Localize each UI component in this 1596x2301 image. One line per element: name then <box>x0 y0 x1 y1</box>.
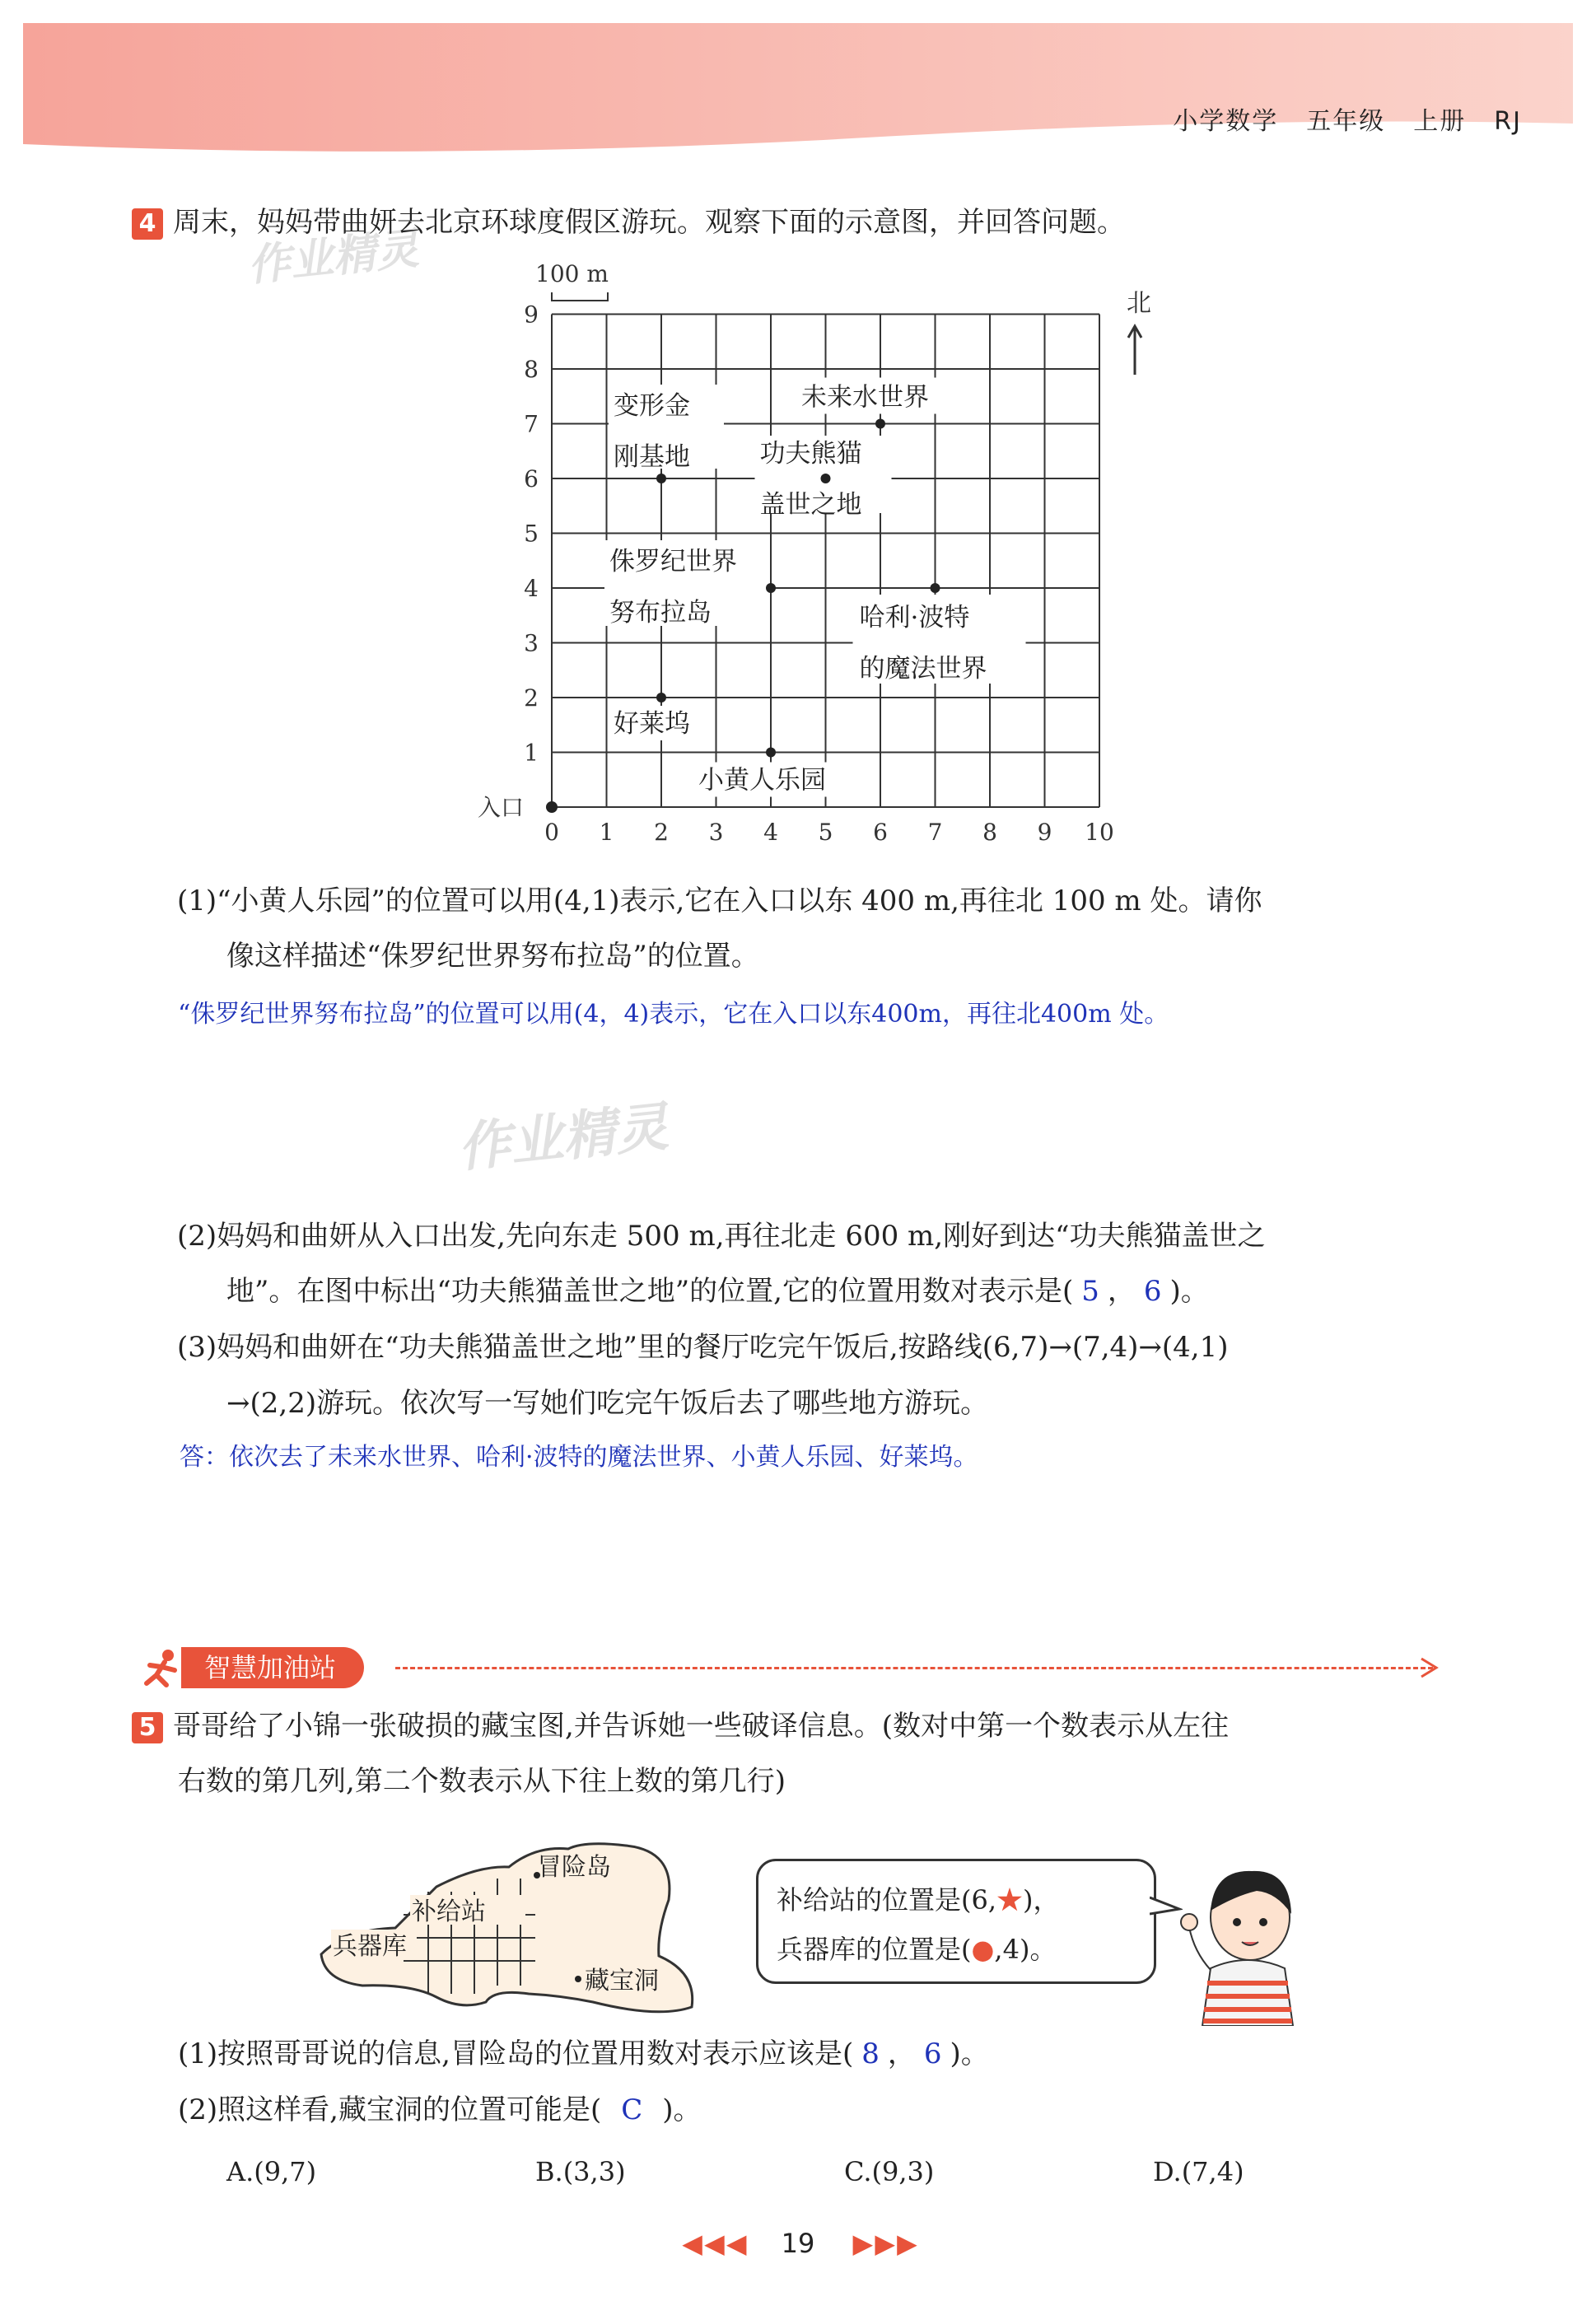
landmark-dot-kungfu-panda <box>821 474 831 483</box>
bubble-line1-text: 补给站的位置是(6, <box>777 1884 997 1916</box>
q5-number: 5 <box>132 1712 163 1743</box>
header-volume: 上册 <box>1413 107 1467 136</box>
bubble-line1 <box>777 1879 1060 1917</box>
q4-sub2-text: 地”。在图中标出“功夫熊猫盖世之地”的位置,它的位置用数对表示是( <box>226 1275 1074 1308</box>
q4-sub1-line2: 像这样描述“侏罗纪世界努布拉岛”的位置。 <box>226 940 759 973</box>
header-grade: 五年级 <box>1306 107 1386 136</box>
entrance-label: 入口 <box>478 794 525 821</box>
header-band <box>0 0 1596 165</box>
q4-sub3-line2: →(2,2)游玩。依次写一写她们吃完午饭后去了哪些地方游玩。 <box>226 1387 989 1420</box>
bubble-line2-text: 兵器库的位置是( <box>777 1934 972 1965</box>
q4-prompt: 周末，妈妈带曲妍去北京环球度假区游玩。观察下面的示意图，并回答问题。 <box>173 206 1125 239</box>
landmark-label-transformers: 变形金 <box>614 391 690 421</box>
q4-sub2-line2 <box>226 1272 1209 1311</box>
y-tick-label: 1 <box>524 739 539 767</box>
x-tick-label: 3 <box>708 819 724 846</box>
q5-sub2-answer: C <box>621 2093 643 2126</box>
choice-d: D.(7,4) <box>1153 2156 1244 2187</box>
north-arrow <box>1128 326 1141 375</box>
x-tick-label: 0 <box>544 819 559 846</box>
landmark-label-kungfu-panda: 功夫熊猫 <box>759 439 862 469</box>
q5-sub2-text: (2)照这样看,藏宝洞的位置可能是( <box>178 2093 602 2126</box>
landmark-dot-minions <box>766 748 776 758</box>
landmark-dot-harry-potter <box>931 583 940 593</box>
landmark-dot-future-water <box>875 419 885 429</box>
watermark: 作业精灵 <box>245 224 422 292</box>
supply-label: 补给站 <box>412 1897 486 1926</box>
choice-b: B.(3,3) <box>535 2156 626 2187</box>
q4-sub2-sep: ， <box>1107 1275 1136 1308</box>
q5-sub2 <box>178 2090 702 2130</box>
landmark-label-future-water: 未来水世界 <box>801 382 929 413</box>
red-dot-icon: ● <box>971 1934 995 1965</box>
scale-bar <box>552 292 608 301</box>
cave-dot <box>575 1976 581 1982</box>
cave-label: 藏宝洞 <box>585 1967 659 1995</box>
y-tick-label: 9 <box>524 301 539 329</box>
treasure-map <box>313 1832 708 2022</box>
q5-sub1-sep: ， <box>887 2037 916 2070</box>
x-tick-label: 2 <box>654 819 669 846</box>
section-title: 智慧加油站 <box>181 1647 364 1688</box>
y-tick-label: 2 <box>524 684 539 712</box>
q4-sub1-answer: “侏罗纪世界努布拉岛”的位置可以用(4，4)表示，它在入口以东400m，再往北400m 处。 <box>178 1000 1169 1029</box>
section-divider <box>395 1667 1433 1669</box>
choice-c: C.(9,3) <box>844 2156 935 2187</box>
landmark-label-minions: 小黄人乐园 <box>698 765 826 796</box>
q4-sub2-answer-y: 6 <box>1143 1275 1162 1308</box>
header-edition: RJ <box>1494 107 1522 136</box>
q4-prompt-line <box>132 203 1125 242</box>
x-tick-label: 1 <box>599 819 614 846</box>
armory-label: 兵器库 <box>333 1932 407 1961</box>
landmark-label-harry-potter: 哈利·波特 <box>859 603 970 632</box>
speech-bubble <box>756 1859 1156 1984</box>
bubble-line2 <box>777 1929 1056 1967</box>
y-tick-label: 5 <box>524 520 539 548</box>
next-arrows-icon: ▶ ▶ ▶ <box>852 2228 914 2259</box>
q4-sub2-line1: (2)妈妈和曲妍从入口出发,先向东走 500 m,再往北走 600 m,刚好到达“功夫熊猫盖世之 <box>177 1220 1266 1253</box>
q5-prompt-line1 <box>132 1706 1229 1746</box>
star-icon: ★ <box>996 1884 1024 1916</box>
scale-label: 100 m <box>535 260 609 287</box>
landmark-label-kungfu-panda-line2: 盖世之地 <box>759 490 862 520</box>
y-tick-label: 7 <box>524 410 539 438</box>
q5-prompt1: 哥哥给了小锦一张破损的藏宝图,并告诉她一些破译信息。(数对中第一个数表示从左往 <box>173 1710 1230 1743</box>
q5-prompt-line2: 右数的第几列,第二个数表示从下往上数的第几行) <box>178 1765 786 1798</box>
page-footer <box>0 2228 1596 2259</box>
q4-number: 4 <box>132 208 163 240</box>
q5-sub1 <box>178 2034 989 2074</box>
y-tick-label: 6 <box>524 465 539 492</box>
q5-sub1-answer-x: 8 <box>861 2037 880 2070</box>
x-tick-label: 7 <box>927 819 943 846</box>
q4-sub3-line1: (3)妈妈和曲妍在“功夫熊猫盖世之地”里的餐厅吃完午饭后,按路线(6,7)→(7,4)→(4,1) <box>177 1331 1229 1364</box>
bubble-line2-close: ,4)。 <box>994 1934 1057 1965</box>
q5-sub1-answer-y: 6 <box>923 2037 942 2070</box>
choice-a: A.(9,7) <box>226 2156 317 2187</box>
x-tick-label: 8 <box>982 819 997 846</box>
divider-arrow-icon <box>1420 1657 1440 1678</box>
entrance-dot <box>546 801 558 813</box>
q4-coordinate-map <box>461 255 1186 856</box>
y-tick-label: 8 <box>524 356 539 383</box>
q5-sub2-close: )。 <box>662 2093 702 2126</box>
header-subject: 小学数学 <box>1173 107 1279 136</box>
landmark-dot-hollywood <box>656 693 666 702</box>
x-tick-label: 5 <box>818 819 833 846</box>
landmark-label-transformers-line2: 刚基地 <box>614 442 690 472</box>
island-label: 冒险岛 <box>537 1853 611 1882</box>
page-number: 19 <box>781 2228 815 2259</box>
y-tick-label: 3 <box>524 629 539 657</box>
x-tick-label: 9 <box>1037 819 1052 846</box>
q4-sub1-line1: (1)“小黄人乐园”的位置可以用(4,1)表示,它在入口以东 400 m,再往北 100 m 处。请你 <box>177 884 1262 917</box>
watermark: 作业精灵 <box>455 1096 671 1180</box>
landmark-dot-jurassic <box>766 583 776 593</box>
q4-sub2-answer-x: 5 <box>1081 1275 1099 1308</box>
boy-illustration <box>1178 1845 1318 2026</box>
landmark-label-harry-potter-line2: 的魔法世界 <box>859 654 987 684</box>
header-info <box>1145 100 1522 137</box>
landmark-label-jurassic: 侏罗纪世界 <box>609 547 737 576</box>
x-tick-label: 10 <box>1085 819 1114 846</box>
q5-sub1-text: (1)按照哥哥说的信息,冒险岛的位置用数对表示应该是( <box>178 2037 854 2070</box>
landmark-label-hollywood: 好莱坞 <box>614 709 690 739</box>
landmark-label-jurassic-line2: 努布拉岛 <box>609 598 712 628</box>
landmark-dot-transformers <box>656 474 666 483</box>
q5-sub1-close: )。 <box>950 2037 989 2070</box>
x-tick-label: 6 <box>873 819 888 846</box>
q4-sub3-answer: 答：依次去了未来水世界、哈利·波特的魔法世界、小黄人乐园、好莱坞。 <box>180 1443 978 1472</box>
x-tick-label: 4 <box>763 819 778 846</box>
north-label: 北 <box>1127 289 1151 318</box>
q4-sub2-close: )。 <box>1169 1275 1209 1308</box>
y-tick-label: 4 <box>524 575 539 602</box>
bubble-line1-close: )， <box>1023 1884 1060 1916</box>
prev-arrows-icon: ◀ ◀ ◀ <box>682 2228 744 2259</box>
